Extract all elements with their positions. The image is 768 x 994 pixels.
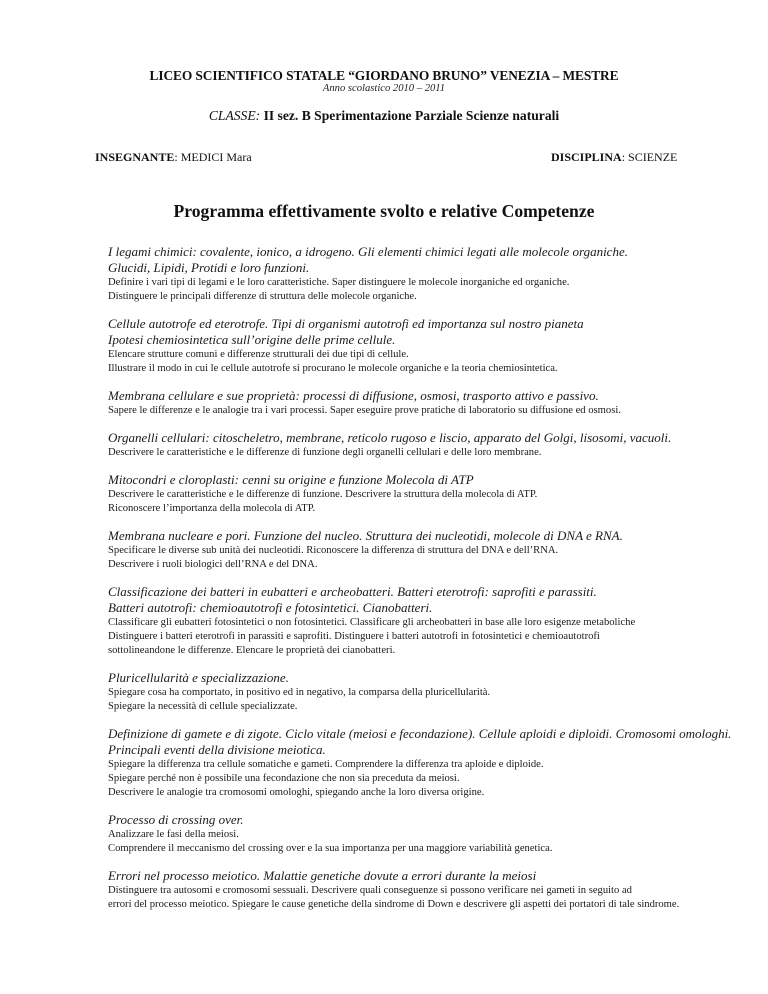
section-topic: Ipotesi chemiosintetica sull’origine delle prime cellule. [108,332,396,347]
section-competence: Comprendere il meccanismo del crossing over e la sua importanza per una maggiore variabilità genetica. [108,843,553,854]
section-competence: Spiegare la necessità di cellule specializzate. [108,701,298,712]
section-competence: Distinguere le principali differenze di struttura delle molecole organiche. [108,291,417,302]
discipline-label: DISCIPLINA [551,150,622,164]
section-topic: Principali eventi della divisione meiotica. [108,742,326,757]
school-name: LICEO SCIENTIFICO STATALE “GIORDANO BRUNO” VENEZIA – MESTRE [149,68,619,83]
section-competence: Distinguere tra autosomi e cromosomi sessuali. Descrivere quali conseguenze si possono verificare nei gameti in seguito ad [108,885,632,896]
class-value: II sez. B Sperimentazione Parziale Scienze naturali [260,108,560,123]
class-line [0,108,768,124]
section-topic: Cellule autotrofe ed eterotrofe. Tipi di organismi autotrofi ed importanza sul nostro pianeta [108,316,584,331]
section-competence: Analizzare le fasi della meiosi. [108,829,239,840]
discipline-value: : SCIENZE [621,150,678,164]
program-section [108,316,758,376]
program-section [108,244,758,304]
section-competence: Distinguere i batteri eterotrofi in parassiti e saprofiti. Distinguere i batteri autotrofi in fotosintetici e chemioautotrofi [108,631,600,642]
section-competence: Spiegare la differenza tra cellule somatiche e gameti. Comprendere la differenza tra aploide e diploide. [108,759,544,770]
teacher-label: INSEGNANTE [95,150,175,164]
section-topic: Mitocondri e cloroplasti: cenni su origine e funzione Molecola di ATP [108,472,474,487]
section-competence: Sapere le differenze e le analogie tra i vari processi. Saper eseguire prove pratiche di laboratorio su diffusione ed osmosi. [108,405,621,416]
section-topic: Pluricellularità e specializzazione. [108,670,289,685]
section-topic: Membrana nucleare e pori. Funzione del nucleo. Struttura dei nucleotidi, molecole di DNA e RNA. [108,528,623,543]
section-topic: Membrana cellulare e sue proprietà: processi di diffusione, osmosi, trasporto attivo e passivo. [108,388,599,403]
program-section [108,584,758,658]
section-competence: errori del processo meiotico. Spiegare le cause genetiche della sindrome di Down e descrivere gli aspetti dei portatori di tale sindrome. [108,899,680,910]
section-competence: sottolineandone le differenze. Elencare le proprietà dei cianobatteri. [108,645,396,656]
section-competence: Elencare strutture comuni e differenze strutturali dei due tipi di cellule. [108,349,409,360]
section-competence: Riconoscere l’importanza della molecola di ATP. [108,503,316,514]
section-topic: Processo di crossing over. [108,812,244,827]
teacher-value: : MEDICI Mara [174,150,252,164]
section-competence: Illustrare il modo in cui le cellule autotrofe si procurano le molecole organiche e la teoria chemiosintetica. [108,363,558,374]
section-competence: Descrivere le analogie tra cromosomi omologhi, spiegando anche la loro diversa origine. [108,787,485,798]
section-competence: Classificare gli eubatteri fotosintetici o non fotosintetici. Classificare gli archeobatteri in base alle loro esigenze metaboliche [108,617,636,628]
section-competence: Definire i vari tipi di legami e le loro caratteristiche. Saper distinguere le molecole inorganiche ed organiche. [108,277,570,288]
section-topic: Definizione di gamete e di zigote. Ciclo vitale (meiosi e fecondazione). Cellule aploidi e diploidi. Cromosomi omologhi. [108,726,732,741]
teacher-line [95,150,252,165]
class-label: CLASSE: [208,108,261,123]
section-competence: Descrivere le caratteristiche e le differenze di funzione degli organelli cellulari e delle loro membrane. [108,447,542,458]
program-section [108,868,758,912]
program-section [108,812,758,856]
discipline-line [551,150,677,165]
section-topic: I legami chimici: covalente, ionico, a idrogeno. Gli elementi chimici legati alle molecole organiche. [108,244,628,259]
page-title: Programma effettivamente svolto e relative Competenze [173,201,595,221]
program-section [108,726,758,800]
section-topic: Batteri autotrofi: chemioautotrofi e fotosintetici. Cianobatteri. [108,600,433,615]
section-topic: Errori nel processo meiotico. Malattie genetiche dovute a errori durante la meiosi [108,868,537,883]
program-section [108,472,758,516]
section-competence: Specificare le diverse sub unità dei nucleotidi. Riconoscere la differenza di struttura del DNA e dell’RNA. [108,545,559,556]
program-section [108,430,758,460]
program-section [108,528,758,572]
program-sections [108,244,758,924]
section-topic: Glucidi, Lipidi, Protidi e loro funzioni. [108,260,310,275]
section-topic: Organelli cellulari: citoscheletro, membrane, reticolo rugoso e liscio, apparato del Golgi, lisosomi, vacuoli. [108,430,672,445]
section-competence: Spiegare perché non è possibile una fecondazione che non sia preceduta da meiosi. [108,773,460,784]
section-competence: Descrivere i ruoli biologici dell’RNA e del DNA. [108,559,318,570]
section-topic: Classificazione dei batteri in eubatteri e archeobatteri. Batteri eterotrofi: saprofiti e parassiti. [108,584,597,599]
section-competence: Spiegare cosa ha comportato, in positivo ed in negativo, la comparsa della pluricellularità. [108,687,491,698]
section-competence: Descrivere le caratteristiche e le differenze di funzione. Descrivere la struttura della molecola di ATP. [108,489,538,500]
program-section [108,388,758,418]
school-year: Anno scolastico 2010 – 2011 [322,83,446,94]
program-section [108,670,758,714]
